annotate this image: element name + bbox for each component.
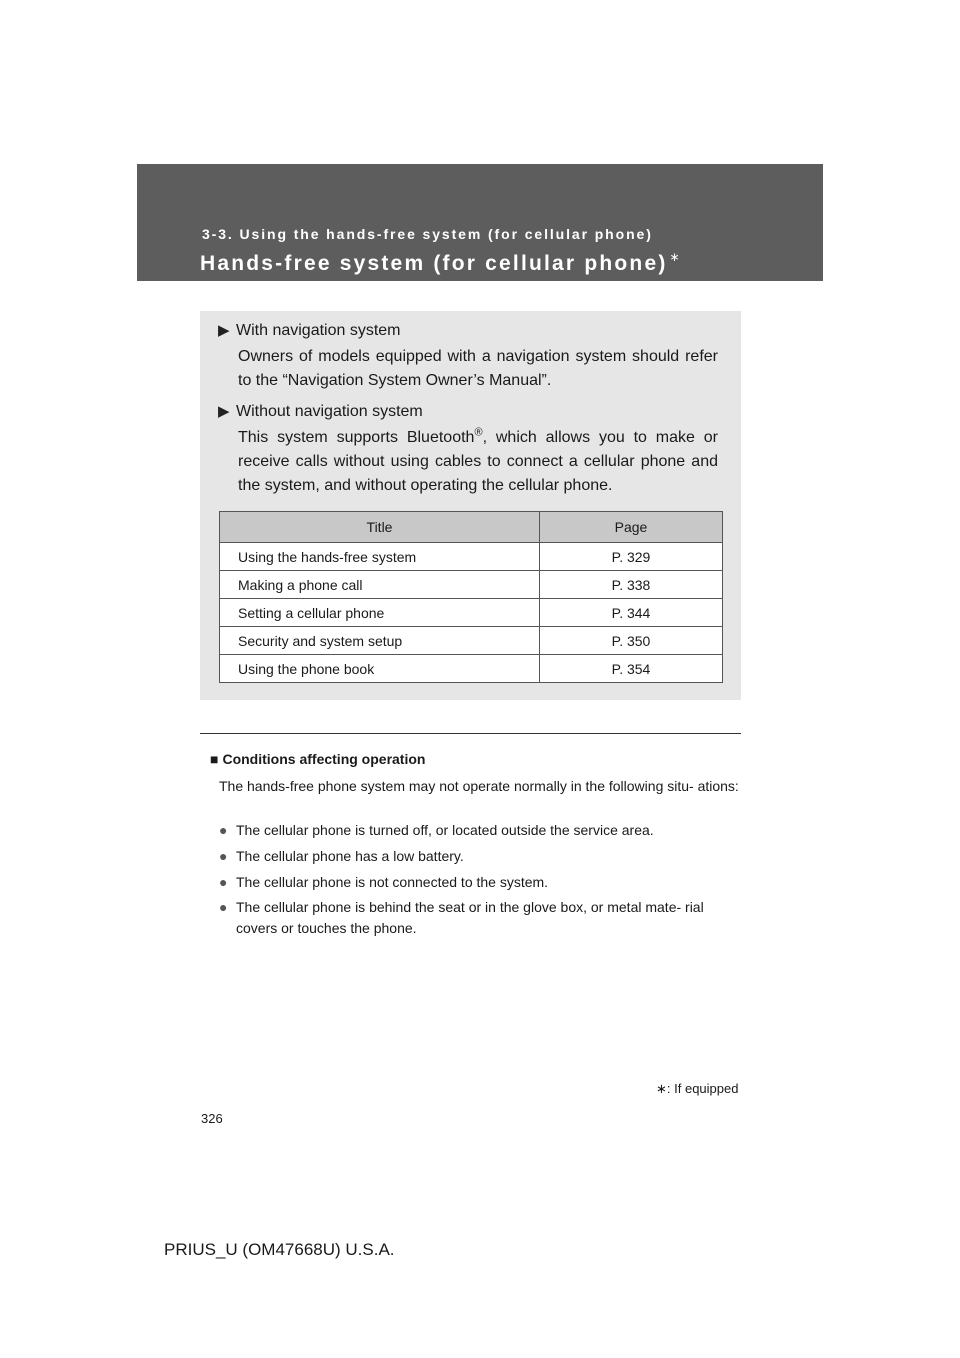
row-page-link[interactable]: P. 344 xyxy=(540,599,723,627)
list-item: ● The cellular phone has a low battery. xyxy=(219,846,741,867)
triangle-right-icon: ▶ xyxy=(218,322,230,339)
list-item: ● The cellular phone is not connected to the system. xyxy=(219,872,741,893)
info-box xyxy=(200,311,741,700)
page-title xyxy=(200,250,680,276)
row-page-link[interactable]: P. 350 xyxy=(540,627,723,655)
chapter-header xyxy=(137,164,823,281)
row-page-link[interactable]: P. 329 xyxy=(540,543,723,571)
page-title-text: Hands-free system (for cellular phone) xyxy=(200,252,668,275)
table-row xyxy=(220,627,723,655)
page-number: 326 xyxy=(201,1111,223,1126)
table-row xyxy=(220,599,723,627)
square-bullet-icon: ■ xyxy=(210,751,219,767)
triangle-right-icon: ▶ xyxy=(218,403,230,420)
section-divider xyxy=(200,733,741,734)
list-item: ● The cellular phone is turned off, or located outside the service area. xyxy=(219,820,741,841)
bullet-icon: ● xyxy=(219,874,228,890)
registered-mark: ® xyxy=(474,426,483,439)
document-id: PRIUS_U (OM47668U) U.S.A. xyxy=(164,1240,395,1259)
conditions-intro: The hands-free phone system may not operate normally in the following situ- ations: xyxy=(219,778,739,794)
column-header-page: Page xyxy=(540,512,723,543)
table-row xyxy=(220,571,723,599)
bullet-icon: ● xyxy=(219,899,228,915)
list-item: ● The cellular phone is behind the seat or in the glove box, or metal mate- rial covers or touches the phone. xyxy=(219,899,704,936)
row-title: Making a phone call xyxy=(220,571,540,599)
table-header-row xyxy=(220,512,723,543)
table-row xyxy=(220,655,723,683)
option-heading-with-nav: ▶ With navigation system xyxy=(218,322,401,339)
option-heading-without-nav: ▶ Without navigation system xyxy=(218,403,423,420)
section-label: 3-3. Using the hands-free system (for cellular phone) xyxy=(202,226,653,242)
footnote: ∗: If equipped xyxy=(656,1081,739,1096)
if-equipped-mark: ∗ xyxy=(669,250,680,264)
conditions-heading: ■ Conditions affecting operation xyxy=(210,751,426,767)
column-header-title: Title xyxy=(220,512,540,543)
row-title: Setting a cellular phone xyxy=(220,599,540,627)
row-title: Using the hands-free system xyxy=(220,543,540,571)
bullet-icon: ● xyxy=(219,848,228,864)
asterisk-icon: ∗ xyxy=(656,1081,667,1096)
row-title: Security and system setup xyxy=(220,627,540,655)
bullet-icon: ● xyxy=(219,822,228,838)
row-title: Using the phone book xyxy=(220,655,540,683)
table-row xyxy=(220,543,723,571)
option-text-without-nav: This system supports Bluetooth®, which allows you to make or receive calls without using cables to connect a cellular phone and the system, and without operating the cellular phone. xyxy=(238,426,718,494)
reference-table xyxy=(219,511,723,683)
option-text-with-nav: Owners of models equipped with a navigation system should refer to the “Navigation System Owner’s Manual”. xyxy=(238,348,718,389)
row-page-link[interactable]: P. 338 xyxy=(540,571,723,599)
row-page-link[interactable]: P. 354 xyxy=(540,655,723,683)
